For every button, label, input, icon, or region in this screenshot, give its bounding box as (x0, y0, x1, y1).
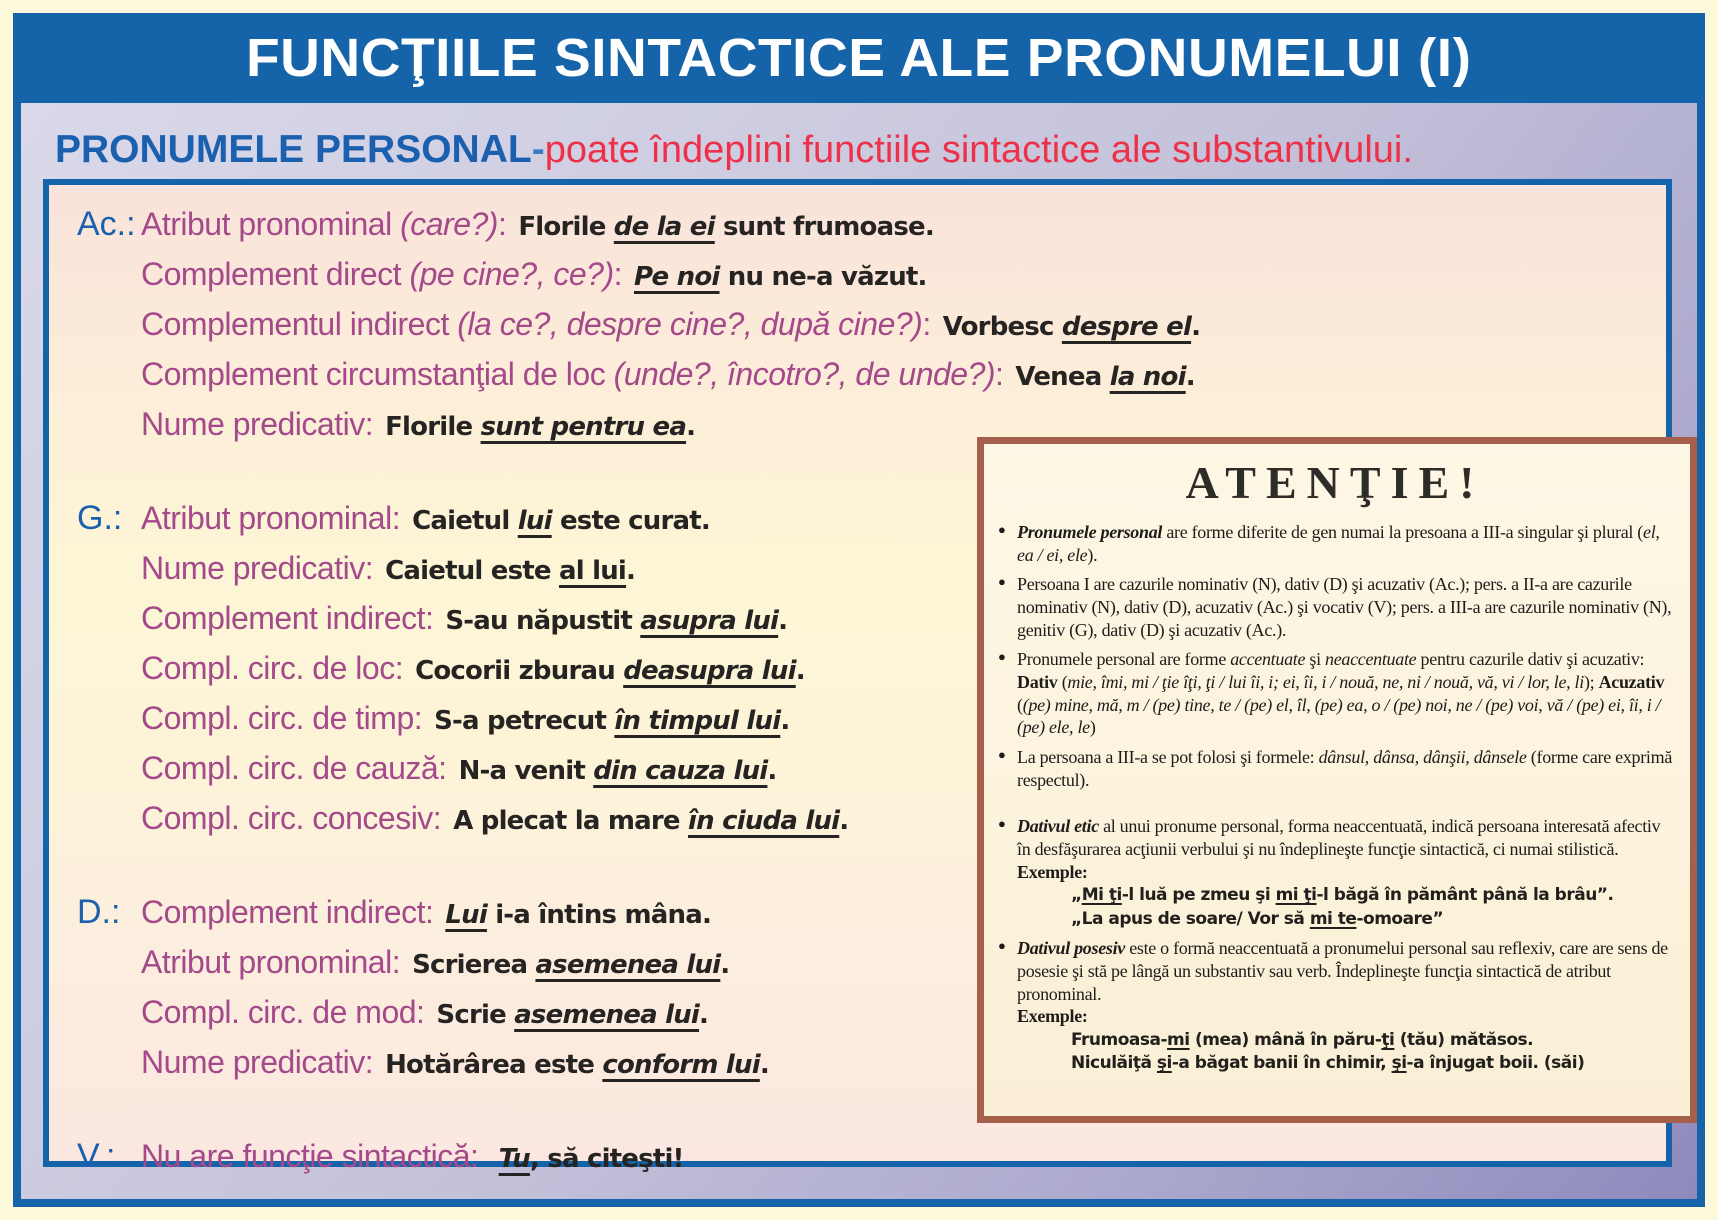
case-section (63, 1133, 1200, 1183)
attention-run: -l luă pe zmeu şi (1121, 885, 1276, 906)
function-questions: (care?) (391, 206, 498, 242)
example-segment: . (686, 412, 696, 442)
example-segment: A plecat la mare (453, 806, 689, 836)
attention-list (996, 521, 1674, 1075)
function-label: Compl. circ. de cauză: (141, 750, 447, 786)
attention-box (977, 437, 1697, 1123)
attention-run: dânsul, dânsa, dânşii, dânsele (1318, 747, 1527, 768)
attention-run: ) (1089, 717, 1096, 738)
example-segment: Florile (385, 412, 481, 442)
attention-run: are forme diferite de gen numai la presoana a III-a singular şi plural ( (1162, 522, 1644, 542)
example-text (459, 756, 777, 786)
content-box (43, 179, 1673, 1175)
attention-run: (pe) mine, mă, m / (pe) tine, te / (pe) el, îl, (pe) ea, o / (pe) noi, ne / (pe) voi, vă / (pe) ei, îi, i / (pe) ele, le (1017, 694, 1661, 738)
attention-run: Exemple: (1017, 1006, 1088, 1027)
example-segment: nu ne-a văzut. (719, 262, 927, 292)
function-line (141, 351, 1200, 401)
poster-title: FUNCŢIILE SINTACTICE ALE PRONUMELUI (I) (246, 28, 1472, 88)
example-segment: Caietul este (385, 556, 559, 586)
example-pronoun: asupra lui (640, 606, 779, 636)
attention-run: ). (1087, 544, 1098, 565)
attention-run: Pronumele personal (1017, 522, 1163, 542)
example-pronoun: asemenea lui (514, 1000, 700, 1030)
example-segment: N-a venit (458, 756, 594, 786)
example-pronoun: asemenea lui (535, 950, 721, 980)
example-text (434, 706, 789, 736)
attention-bullet (996, 648, 1674, 739)
attention-run: (mea) mână în păru- (1189, 1029, 1382, 1050)
attention-run: Acuzativ (1598, 672, 1665, 693)
example-text (385, 412, 695, 442)
example-segment: Scrie (436, 1000, 515, 1030)
case-section (63, 201, 1200, 451)
attention-run: (tău) mătăsos. (1394, 1029, 1534, 1050)
function-line (141, 301, 1200, 351)
function-questions: (unde?, încotro?, de unde?) (605, 356, 996, 392)
example-text (445, 900, 711, 930)
example-segment: . (767, 756, 777, 786)
poster-frame (13, 13, 1705, 1207)
example-segment: . (1185, 362, 1195, 392)
example-pronoun: deasupra lui (623, 656, 796, 686)
example-pronoun: Pe noi (634, 262, 720, 292)
example-segment: . (759, 1050, 769, 1080)
attention-run: Pronumele personal are forme (1017, 649, 1231, 670)
example-pronoun: conform lui (602, 1050, 760, 1080)
example-segment: . (1191, 312, 1201, 342)
attention-run: (forme care exprimă respectul). (1017, 747, 1673, 790)
example-segment: Cocorii zburau (415, 656, 624, 686)
function-label: Complement direct (pe cine?, ce?): (141, 256, 622, 292)
example-text (445, 606, 787, 636)
attention-run: mi (1167, 1029, 1190, 1050)
example-segment: Hotărârea este (385, 1050, 603, 1080)
attention-run: La persoana a III-a se pot folosi şi formele: (1017, 747, 1319, 768)
attention-bullet (996, 573, 1674, 641)
example-segment (490, 1144, 498, 1174)
attention-run: este o formă neaccentuată a pronumelui personal sau reflexiv, care are sens de posesie şi stă pe lângă un substantiv sau verb. Îndeplineşte funcţia sintactică de atribut pronominal. (1017, 938, 1668, 1004)
example-segment: i-a întins mâna. (486, 900, 712, 930)
attention-run: -a băgat banii în chimir, (1171, 1053, 1392, 1074)
example-text (453, 806, 848, 836)
attention-run: „ (1071, 885, 1082, 906)
function-label: Compl. circ. de timp: (141, 700, 423, 736)
attention-run: al unui pronume personal, forma neaccentuată, indică persoana interesată afectiv în desfăşurarea acţiunii verbului şi nu îndeplineşte funcţie sintactică, ci numai stilistică. (1017, 816, 1661, 860)
example-segment: Scrierea (412, 950, 536, 980)
attention-run: Mi ţi (1081, 885, 1122, 906)
attention-run: Exemple: (1017, 861, 1088, 882)
attention-bullet (996, 746, 1674, 791)
example-pronoun: Tu (498, 1144, 530, 1174)
attention-run: Frumoasa- (1071, 1029, 1168, 1050)
example-pronoun: al lui (559, 556, 627, 586)
attention-run: Dativ (1017, 672, 1058, 693)
function-line (141, 1133, 1200, 1183)
example-text (518, 212, 934, 242)
example-text (385, 556, 635, 586)
example-text (412, 506, 710, 536)
function-label: Compl. circ. de loc: (141, 650, 404, 686)
attention-run: pentru cazurile dativ şi acuzativ: (1416, 649, 1645, 670)
case-label: G.: (77, 499, 123, 537)
example-pronoun: Lui (445, 900, 487, 930)
example-pronoun: de la ei (613, 212, 715, 242)
attention-run: Persoana I are cazurile nominativ (N), dativ (D) şi acuzativ (Ac.); pers. a II-a are cazurile nominativ (N), dativ (D), acuzativ (Ac.) şi vocativ (V); pers. a III-a are cazurile nominativ (N), genitiv (G), dativ (D) şi acuzativ (Ac.). (1017, 574, 1672, 640)
example-segment: Vorbesc (942, 312, 1062, 342)
example-segment: sunt frumoase. (714, 212, 934, 242)
attention-run: -l băgă în pământ până la brâu”. (1316, 885, 1614, 906)
attention-run: ); (1583, 672, 1599, 693)
example-text (1015, 362, 1194, 392)
case-label: Ac.: (77, 205, 136, 243)
function-label: Nu are funcţie sintactică: (141, 1138, 479, 1174)
example-segment: . (699, 1000, 709, 1030)
attention-bullet (996, 937, 1674, 1075)
subtitle-lead: PRONUMELE PERSONAL (55, 128, 532, 171)
subtitle-dash: - (531, 128, 545, 171)
function-label: Nume predicativ: (141, 1044, 374, 1080)
example-segment: S-au năpustit (445, 606, 641, 636)
function-label: Atribut pronominal (care?): (141, 206, 507, 242)
example-text (415, 656, 805, 686)
example-text (943, 312, 1200, 342)
example-text (436, 1000, 708, 1030)
function-label: Complementul indirect (la ce?, despre cine?, după cine?): (141, 306, 931, 342)
attention-run: neaccentuate (1325, 649, 1417, 670)
example-segment: este curat. (551, 506, 710, 536)
case-label: D.: (77, 893, 121, 931)
example-segment: , să citeşti! (529, 1144, 684, 1174)
attention-run: mi ţi (1275, 885, 1317, 906)
example-text (412, 950, 729, 980)
example-segment: . (839, 806, 849, 836)
attention-run: Niculăiţă (1071, 1053, 1157, 1074)
function-label: Complement indirect: (141, 600, 434, 636)
function-line (141, 251, 1200, 301)
attention-run: accentuate (1230, 649, 1306, 670)
attention-title: ATENŢIE! (1185, 457, 1485, 508)
attention-run: mi te (1309, 908, 1357, 929)
attention-run: ( (1057, 672, 1068, 693)
attention-run: Dativul etic (1017, 816, 1099, 837)
example-pronoun: din cauza lui (593, 756, 768, 786)
function-questions: (la ce?, despre cine?, după cine?) (448, 306, 923, 342)
attention-bullet (996, 521, 1674, 566)
example-pronoun: în timpul lui (614, 706, 781, 736)
attention-run: şi (1391, 1053, 1407, 1074)
example-text (385, 1050, 769, 1080)
subtitle-rest: poate îndeplini functiile sintactice ale substantivului. (544, 128, 1413, 171)
attention-run: -omoare” (1356, 908, 1444, 929)
example-pronoun: la noi (1109, 362, 1186, 392)
attention-bullet (996, 815, 1674, 930)
function-label: Atribut pronominal: (141, 500, 401, 536)
example-segment: . (778, 606, 788, 636)
case-label: V.: (77, 1137, 116, 1175)
attention-run: Dativul posesiv (1017, 938, 1125, 959)
function-line (141, 201, 1200, 251)
function-questions: (pe cine?, ce?) (401, 256, 614, 292)
attention-run: „La apus de soare/ Vor să (1071, 908, 1310, 929)
example-pronoun: în ciuda lui (688, 806, 840, 836)
example-segment: Venea (1015, 362, 1110, 392)
example-segment: S-a petrecut (434, 706, 615, 736)
attention-run: şi (1305, 649, 1325, 670)
example-segment: Caietul (412, 506, 518, 536)
attention-run: mie, îmi, mi / ţie îţi, ţi / lui îi, i; ei, îi, i / nouă, ne, ni / nouă, vă, vi / lor, le, li (1067, 672, 1584, 693)
example-pronoun: sunt pentru ea (480, 412, 687, 442)
attention-run: el, ea / ei, ele (1017, 522, 1660, 565)
function-label: Complement circumstanţial de loc (unde?, încotro?, de unde?): (141, 356, 1004, 392)
function-label: Compl. circ. de mod: (141, 994, 425, 1030)
example-segment: . (720, 950, 730, 980)
example-pronoun: despre el (1061, 312, 1192, 342)
example-segment: . (780, 706, 790, 736)
title-bar (13, 13, 1705, 103)
function-label: Nume predicativ: (141, 406, 374, 442)
attention-run: -a înjugat boii. (săi) (1406, 1053, 1585, 1074)
example-text (490, 1144, 683, 1174)
function-label: Atribut pronominal: (141, 944, 401, 980)
function-label: Compl. circ. concesiv: (141, 800, 442, 836)
example-pronoun: lui (517, 506, 552, 536)
attention-run: ( (1017, 694, 1023, 715)
example-segment: . (795, 656, 805, 686)
function-label: Complement indirect: (141, 894, 434, 930)
attention-run: şi (1156, 1053, 1172, 1074)
example-segment: . (626, 556, 636, 586)
example-segment: Florile (518, 212, 614, 242)
example-text (634, 262, 927, 292)
attention-run: ţi (1381, 1029, 1395, 1050)
function-label: Nume predicativ: (141, 550, 374, 586)
